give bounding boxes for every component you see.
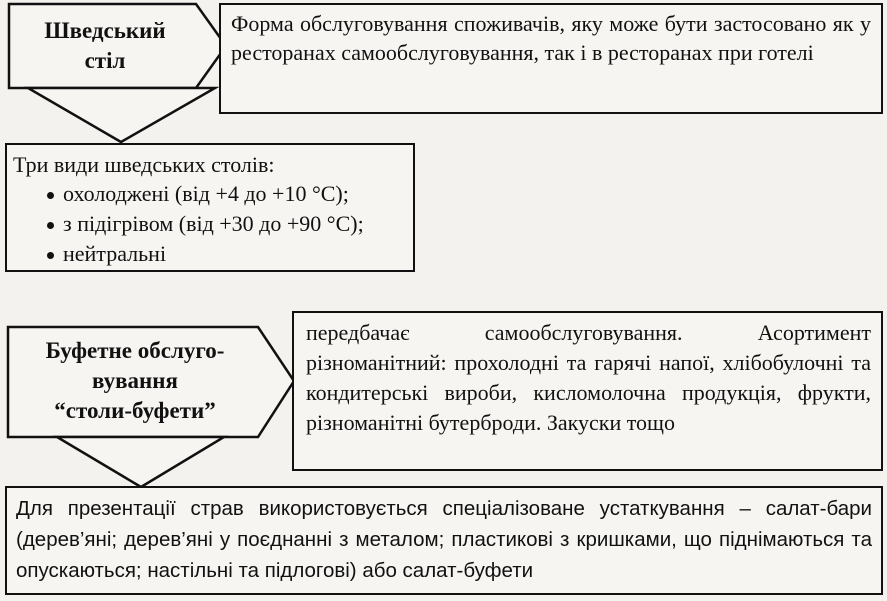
buffet-equipment-box	[5, 486, 883, 595]
buffet-equipment: Для презентації страв використовується спеціалізоване устаткування – салат-бари (дерев’яні; дерев’яні у поєднанні з металом; пластикові з кришками, що піднімаються та опускаються; настільні та підлогові) або салат-буфети	[16, 497, 872, 582]
chevron-down-shape-1	[28, 88, 215, 142]
buffet-description: передбачає самообслуговування. Асортимент різноманітний: прохолодні та гарячі напої, хлібобулочні та кондитерські вироби, кисломолочна продукція, фрукти, різноманітні бутерброди. Закуски тощо	[306, 320, 871, 435]
list-item: з підігрівом (від +30 до +90 °С);	[13, 209, 407, 239]
buffet-service-label-line3: “столи-буфети”	[54, 398, 216, 423]
list-item: нейтральні	[13, 239, 407, 269]
buffet-description-box	[292, 311, 883, 471]
swedish-table-definition: Форма обслуговування споживачів, яку може бути застосовано як у ресторанах самообслуговування, так і в ресторанах при готелі	[231, 11, 871, 65]
swedish-table-label	[14, 16, 196, 76]
swedish-table-label-line2: стіл	[84, 48, 126, 73]
swedish-table-types-title: Три види шведських столів:	[13, 152, 275, 177]
swedish-table-types-list	[13, 179, 407, 269]
chevron-down-shape-2	[57, 437, 224, 487]
buffet-service-label-line2: вування	[91, 368, 178, 393]
buffet-service-label	[12, 336, 258, 426]
swedish-table-definition-box	[219, 3, 883, 114]
swedish-table-label-line1: Шведський	[44, 18, 166, 43]
swedish-table-types-box	[5, 143, 415, 272]
buffet-service-label-line1: Буфетне обслуго-	[45, 338, 225, 363]
list-item: охолоджені (від +4 до +10 °С);	[13, 179, 407, 209]
